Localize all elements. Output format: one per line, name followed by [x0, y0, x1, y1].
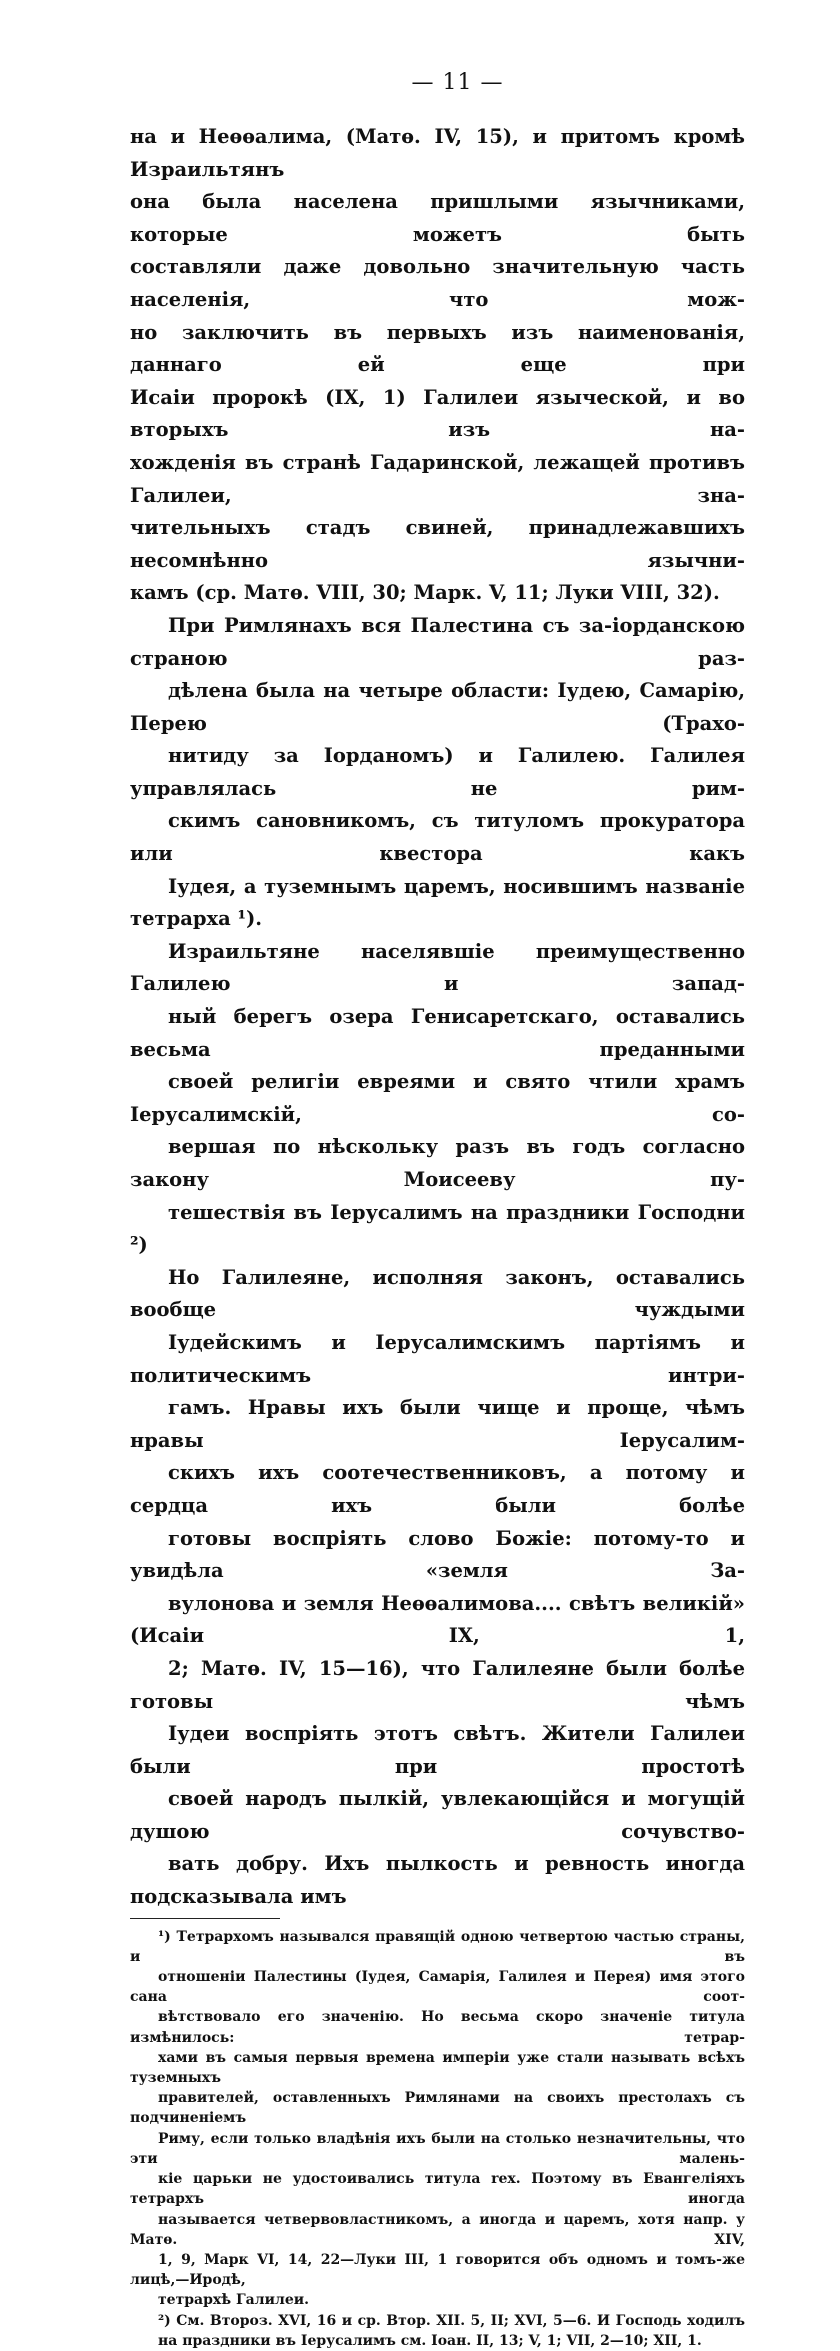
text-line: скихъ ихъ соотечественниковъ, а потому и сердца ихъ были болѣе	[130, 1461, 745, 1517]
footnote-line: отношеніи Палестины (Іудея, Самарія, Галилея и Перея) имя этого сана соот-	[130, 1969, 745, 2006]
text-line: тешествія въ Іерусалимъ на праздники Господни ²)	[130, 1200, 745, 1257]
text-line: скимъ сановникомъ, съ титуломъ прокуратора или квестора какъ	[130, 809, 745, 866]
text-line: но заключить въ первыхъ изъ наименованія, даннаго ей еще при	[130, 320, 745, 377]
footnote-line: называется четвервовластникомъ, а иногда и царемъ, хотя напр. у Матѳ. XIV,	[130, 2211, 745, 2248]
text-line: своей народъ пылкій, увлекающійся и могущій душою сочувство-	[130, 1787, 745, 1843]
text-line: камъ (ср. Матѳ. VIII, 30; Марк. V, 11; Луки VIII, 32).	[130, 581, 720, 605]
footnote-separator	[130, 1918, 280, 1919]
text-line: она была населена пришлыми язычниками, которые можетъ быть	[130, 190, 745, 246]
text-line: нитиду за Іорданомъ) и Галилею. Галилея управлялась не рим-	[130, 744, 745, 800]
footnote-2	[130, 2311, 745, 2351]
text-line: вать добру. Ихъ пылкость и ревность иногда подсказывала имъ	[130, 1852, 745, 1909]
text-line: чительныхъ стадъ свиней, принадлежавшихъ несомнѣнно язычни-	[130, 516, 745, 572]
text-line: ный берегъ озера Генисаретскаго, оставались весьма преданными	[130, 1005, 745, 1061]
text-line: Іудейскимъ и Іерусалимскимъ партіямъ и политическимъ интри-	[130, 1330, 745, 1387]
text-line: При Римлянахъ вся Палестина съ за-іорданскою страною раз-	[130, 613, 745, 670]
text-line: своей религіи евреями и свято чтили храмъ Іерусалимскій, со-	[130, 1070, 745, 1126]
footnote-line: правителей, оставленныхъ Римлянами на своихъ престолахъ съ подчиненіемъ	[130, 2090, 745, 2127]
footnote-line: хами въ самыя первыя времена имперіи уже стали называть всѣхъ туземныхъ	[130, 2049, 745, 2087]
text-line: дѣлена была на четыре области: Іудею, Самарію, Перею (Трахо-	[130, 679, 745, 735]
text-line: Іудея, а туземнымъ царемъ, носившимъ названіе тетрарха ¹).	[130, 874, 745, 931]
footnotes	[130, 1927, 745, 2351]
text-line: 2; Матѳ. IV, 15—16), что Галилеяне были болѣе готовы чѣмъ	[130, 1656, 745, 1713]
footnote-line: тетрархѣ Галилеи.	[158, 2292, 309, 2309]
book-page	[130, 70, 745, 2351]
page-number: — 11 —	[411, 70, 504, 95]
footnote-line: кіе царьки не удостоивались титула rex. Поэтому въ Евангеліяхъ тетрархъ иногда	[130, 2171, 745, 2208]
text-line: вершая по нѣскольку разъ въ годъ согласно закону Моисееву пу-	[130, 1135, 745, 1191]
text-line: Но Галилеяне, исполняя законъ, оставались вообще чуждыми	[130, 1265, 745, 1322]
paragraph	[130, 121, 745, 610]
paragraph	[130, 1262, 745, 1914]
text-line: гамъ. Нравы ихъ были чище и проще, чѣмъ нравы Іерусалим-	[130, 1396, 745, 1452]
text-line: Израильтяне населявшіе преимущественно Галилею и запад-	[130, 939, 745, 996]
text-line: Исаіи пророкѣ (IX, 1) Галилеи языческой, и во вторыхъ изъ на-	[130, 385, 745, 442]
text-line: составляли даже довольно значительную часть населенія, что мож-	[130, 255, 745, 311]
text-line: готовы воспріять слово Божіе: потому-то и увидѣла «земля За-	[130, 1526, 745, 1583]
footnote-line: вѣтствовало его значенію. Но весьма скоро значеніе титула измѣнилось: тетрар-	[130, 2009, 745, 2046]
main-text	[130, 121, 745, 1914]
paragraph	[130, 610, 745, 936]
footnote-line: 1, 9, Марк VI, 14, 22—Луки III, 1 говорится объ одномъ и томъ-же лицѣ,—Иродѣ,	[130, 2251, 745, 2289]
text-line: Іудеи воспріять этотъ свѣтъ. Жители Галилеи были при простотѣ	[130, 1722, 745, 1778]
paragraph	[130, 936, 745, 1262]
footnote-line: на праздники въ Іерусалимъ см. Іоан. II, 13; V, 1; VII, 2—10; XII, 1.	[158, 2332, 702, 2349]
footnote-line: ²) См. Второз. XVI, 16 и ср. Втор. XII. 5, II; XVI, 5—6. И Господь ходилъ	[158, 2312, 745, 2329]
text-line: хожденія въ странѣ Гадаринской, лежащей противъ Галилеи, зна-	[130, 450, 745, 507]
footnote-1	[130, 1927, 745, 2311]
footnote-line: ¹) Тетрархомъ назывался правящій одною четвертою частью страны, и въ	[130, 1928, 745, 1965]
text-line: на и Неѳѳалима, (Матѳ. IV, 15), и притомъ кромѣ Израильтянъ	[130, 125, 745, 181]
text-line: вулонова и земля Неѳѳалимова.... свѣтъ великій» (Исаіи IX, 1,	[130, 1591, 745, 1648]
footnote-line: Риму, если только владѣнія ихъ были на столько незначительны, что эти малень-	[130, 2130, 745, 2167]
